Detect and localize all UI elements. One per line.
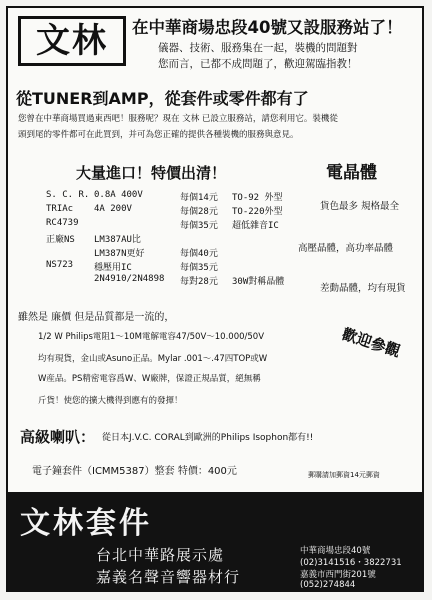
part-name: 正廠NS [46, 235, 75, 245]
paragraph-line-1: 您曾在中華商場買過東西吧！服務呢？現在 文林 已設立服務站，請您利用它。裝機從 [18, 114, 338, 124]
stock-line: 均有現貨，金山或Asuno正品。Mylar .001～.47四TOP或W [38, 354, 268, 364]
speaker-text: 從日本J.V.C. CORAL到歐洲的Philips Isophon都有!! [102, 433, 314, 443]
footer-line-2: 嘉義名聲音響器材行 [96, 568, 241, 586]
footer-line-1: 台北中華路展示處 [96, 546, 225, 564]
part-spec: 4A 200V [94, 204, 132, 214]
resistor-line: 1/2 W Philips電阻1～10M電解電容47/50V～10.000/50V [38, 332, 265, 342]
sale-title: 大量進口！特價出清！ [76, 164, 227, 182]
part-price: 每個28元 [180, 207, 218, 217]
part-spec: 2N4910/2N4898 [94, 274, 165, 284]
part-spec: 穩壓用IC [94, 263, 132, 273]
footer-address-2: 嘉義市西門街201號 [300, 570, 376, 580]
ps-line: W産品。PS精密電容爲W、W廠牌，保證正規品質，絕無稱 [38, 374, 261, 384]
mail-note: 郵購請加郵資14元郵資 [308, 471, 380, 479]
part-price: 每個35元 [180, 221, 218, 231]
part-price: 每對28元 [180, 277, 218, 287]
part-price: 每個35元 [180, 263, 218, 273]
advertisement [6, 6, 424, 592]
intro-line-1: 儀器、技術、服務集在一起，裝機的問題對 [158, 42, 358, 54]
footer-address-1: 中華商場忠段40號 [300, 546, 371, 556]
part-note: TO-92 外型 [232, 193, 283, 203]
brand-logo: 文林 [18, 16, 126, 66]
footer-phone-1: (02)3141516・3822731 [300, 558, 402, 568]
subheadline: 從TUNER到AMP，從套件或零件都有了 [16, 89, 309, 108]
transistor-title: 電晶體 [326, 163, 377, 183]
part-spec: 0.8A 400V [94, 190, 143, 200]
part-note: TO-220外型 [232, 207, 283, 217]
part-price: 每個40元 [180, 249, 218, 259]
footer-logo: 文林套件 [20, 506, 152, 541]
part-price: 每個14元 [180, 193, 218, 203]
part-name: RC4739 [46, 218, 79, 228]
part-name: NS723 [46, 260, 74, 270]
part-note: 超低雜音IC [232, 221, 279, 231]
part-name: S. C. R. [46, 190, 90, 200]
side-note: 高壓晶體，高功率晶體 [298, 243, 394, 254]
welcome-stamp: 歡迎參觀 [339, 324, 403, 361]
part-name: TRIAc [46, 204, 74, 214]
intro-line-2: 您而言，已都不成問題了，歡迎駕臨指教！ [158, 58, 358, 70]
side-note: 貨色最多 規格最全 [320, 201, 400, 212]
footer-banner [8, 492, 422, 590]
part-spec: LM387AU比 [94, 235, 141, 245]
footer-phone-2: (052)274844 [300, 580, 356, 590]
part-spec: LM387N更好 [94, 249, 145, 259]
speaker-title: 高級喇叭： [20, 428, 96, 446]
pricing-line: 雖然是 廉價 但是品質都是一流的， [18, 312, 175, 323]
kit-line: 電子鐘套件（ICMM5387）整套 特價：400元 [32, 466, 237, 477]
paragraph-line-2: 頭到尾的零件都可在此買到，并可為您正確的提供各種裝機的服務與意見。 [18, 130, 299, 140]
side-note: 差動晶體，均有現貨 [320, 283, 406, 294]
part-note: 30W對稱晶體 [232, 277, 285, 287]
diy-line: 斤貨！使您的擴大機得到應有的發揮！ [38, 396, 183, 406]
headline: 在中華商場忠段40號又設服務站了！ [132, 18, 403, 37]
